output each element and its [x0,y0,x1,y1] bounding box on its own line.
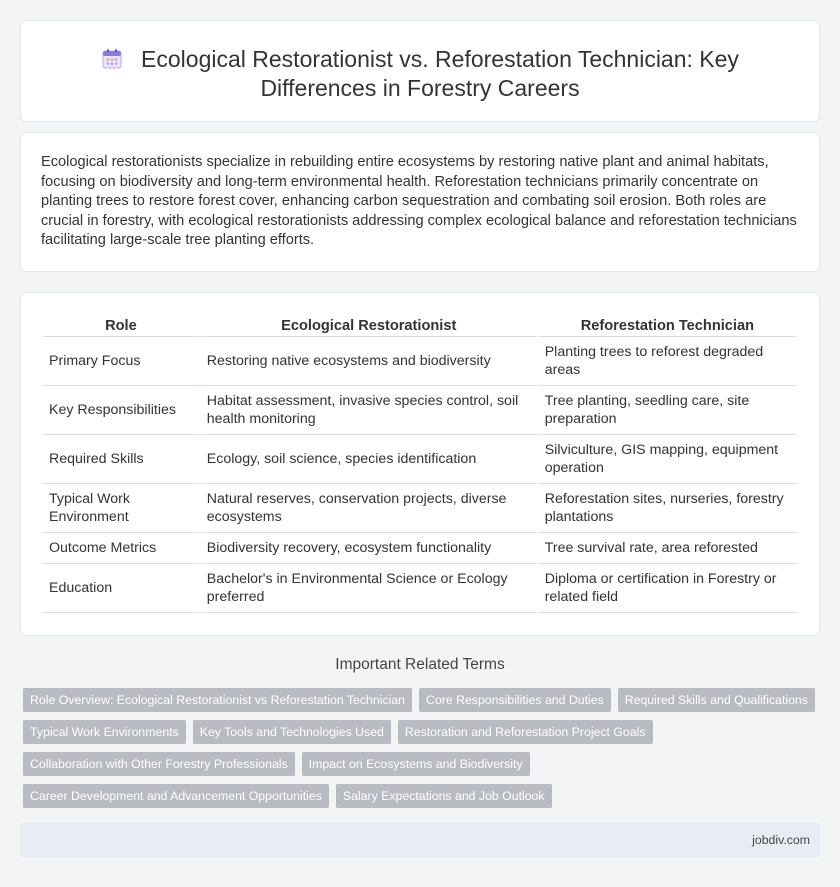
table-row [43,386,796,435]
technician-cell: Diploma or certification in Forestry or related field [539,564,796,613]
header-reforestation-technician: Reforestation Technician [539,315,796,337]
restorationist-cell: Ecology, soil science, species identification [201,435,537,484]
calendar-icon [101,48,123,70]
header-role: Role [43,315,199,337]
row-label: Education [43,564,199,613]
table-row [43,533,796,564]
title-card [20,20,820,122]
page-title [61,45,779,103]
restorationist-cell: Bachelor's in Environmental Science or Ecology preferred [201,564,537,613]
related-tag[interactable]: Career Development and Advancement Opportunities [23,784,329,808]
technician-cell: Tree survival rate, area reforested [539,533,796,564]
row-label: Key Responsibilities [43,386,199,435]
table-header-row [43,315,796,337]
related-terms-tags [23,688,823,816]
tag-row [23,720,823,744]
tag-row [23,752,823,776]
related-tag[interactable]: Typical Work Environments [23,720,186,744]
summary-text: Ecological restorationists specialize in rebuilding entire ecosystems by restoring native plant and animal habitats, focusing on biodiversity and long-term environmental health. Reforestation technicians primarily concentrate on planting trees to restore forest cover, enhancing carbon sequestration and combating soil erosion. Both roles are crucial in forestry, with ecological restorationists addressing complex ecological balance and reforestation technicians facilitating large-scale tree planting efforts. [41,154,797,248]
related-tag[interactable]: Key Tools and Technologies Used [193,720,391,744]
tag-row [23,784,823,808]
related-tag[interactable]: Salary Expectations and Job Outlook [336,784,552,808]
related-tag[interactable]: Impact on Ecosystems and Biodiversity [302,752,530,776]
table-row [43,484,796,533]
page-title-text: Ecological Restorationist vs. Reforestation Technician: Key Differences in Forestry Careers [141,46,739,101]
restorationist-cell: Restoring native ecosystems and biodiversity [201,337,537,386]
technician-cell: Reforestation sites, nurseries, forestry plantations [539,484,796,533]
related-tag[interactable]: Collaboration with Other Forestry Professionals [23,752,295,776]
row-label: Typical Work Environment [43,484,199,533]
restorationist-cell: Natural reserves, conservation projects, diverse ecosystems [201,484,537,533]
related-terms-title: Important Related Terms [335,656,505,673]
related-tag[interactable]: Required Skills and Qualifications [618,688,815,712]
footer [20,823,820,857]
technician-cell: Tree planting, seedling care, site preparation [539,386,796,435]
related-tag[interactable]: Core Responsibilities and Duties [419,688,611,712]
technician-cell: Silviculture, GIS mapping, equipment operation [539,435,796,484]
comparison-card [20,292,820,636]
table-row [43,337,796,386]
row-label: Primary Focus [43,337,199,386]
table-row [43,435,796,484]
restorationist-cell: Biodiversity recovery, ecosystem functionality [201,533,537,564]
technician-cell: Planting trees to reforest degraded areas [539,337,796,386]
related-tag[interactable]: Restoration and Reforestation Project Goals [398,720,653,744]
summary-card [20,132,820,272]
footer-site-link[interactable]: jobdiv.com [752,833,810,847]
row-label: Outcome Metrics [43,533,199,564]
header-ecological-restorationist: Ecological Restorationist [201,315,537,337]
comparison-table [41,315,798,613]
table-row [43,564,796,613]
row-label: Required Skills [43,435,199,484]
restorationist-cell: Habitat assessment, invasive species control, soil health monitoring [201,386,537,435]
related-tag[interactable]: Role Overview: Ecological Restorationist vs Reforestation Technician [23,688,412,712]
tag-row [23,688,823,712]
